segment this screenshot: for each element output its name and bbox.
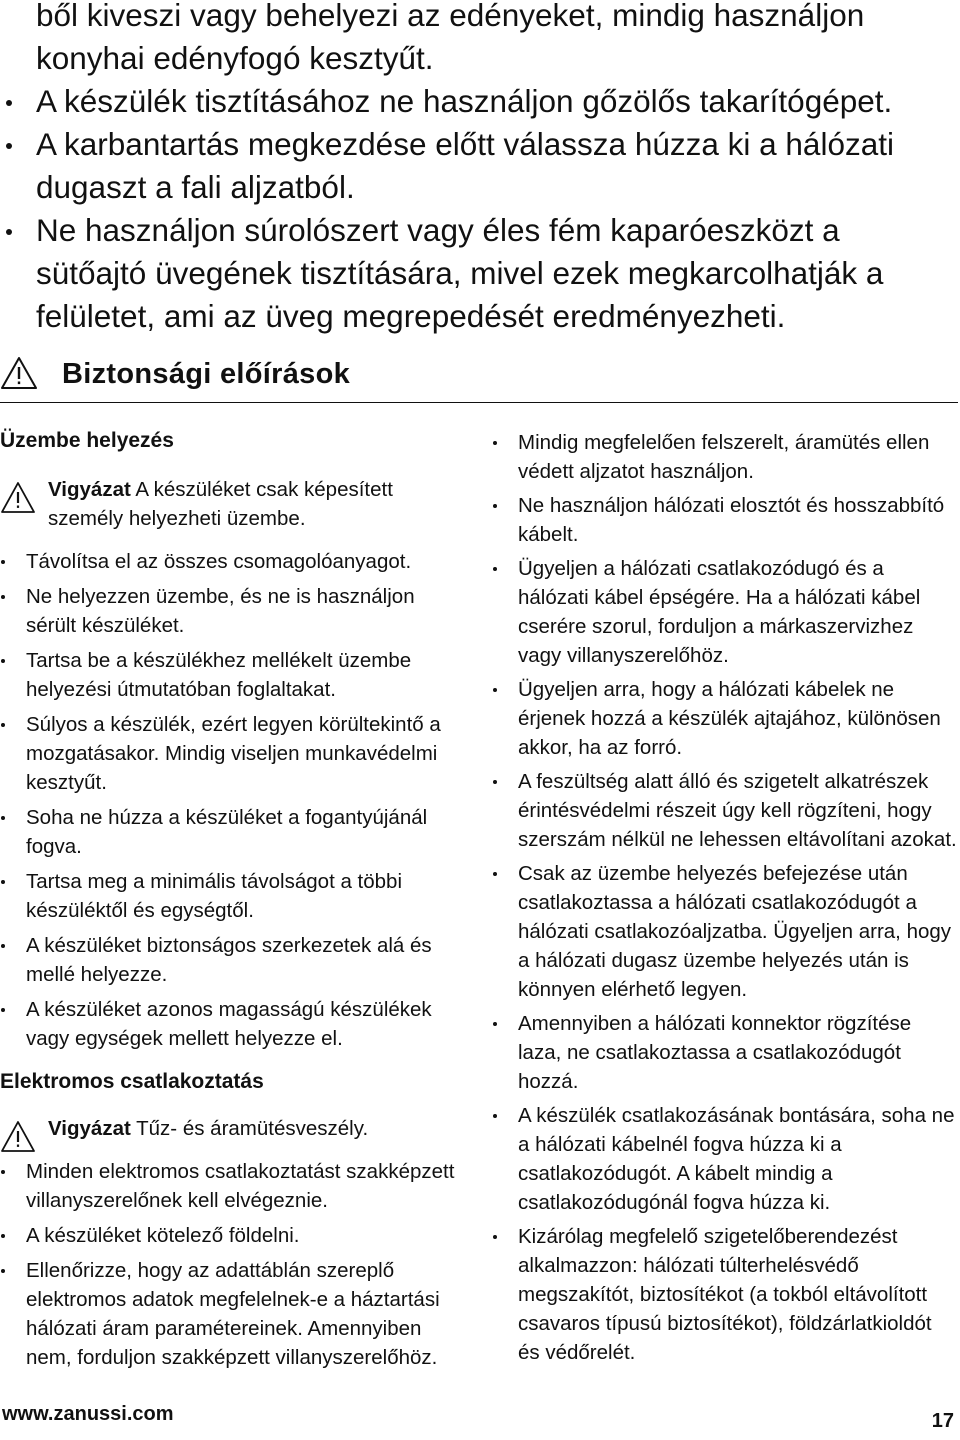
- warning-keyword: Vigyázat: [48, 478, 131, 501]
- list-item: Mindig megfelelően felszerelt, áramütés ellen védett aljzatot használjon.: [492, 428, 958, 486]
- list-item: Ne helyezzen üzembe, és ne is használjon sérült készüléket.: [0, 582, 470, 640]
- top-text-block: [0, 0, 940, 338]
- list-item: A készüléket kötelező földelni.: [0, 1221, 470, 1250]
- list-item: Tartsa be a készülékhez mellékelt üzembe helyezési útmutatóban foglaltakat.: [0, 646, 470, 704]
- list-item: Ellenőrizze, hogy az adattáblán szereplő elektromos adatok megfelelnek-e a háztartási hálózati áram paramétereinek. Amennyiben nem, forduljon szakképzett villanyszerelőhöz.: [0, 1256, 470, 1372]
- warning-keyword: Vigyázat: [48, 1117, 131, 1140]
- page-number: 17: [931, 1410, 954, 1432]
- electrical-list: [0, 1157, 470, 1372]
- list-item: Ne használjon súrolószert vagy éles fém kaparóeszközt a sütőajtó üvegének tisztítására, mivel ezek megkarcolhatják a felületet, ami az üveg megrepedését eredményezheti.: [0, 209, 940, 338]
- list-item: Tartsa meg a minimális távolságot a többi készüléktől és egységtől.: [0, 867, 470, 925]
- list-item: Ne használjon hálózati elosztót és hosszabbító kábelt.: [492, 491, 958, 549]
- continuation-text: ből kiveszi vagy behelyezi az edényeket, mindig használjon konyhai edényfogó kesztyűt.: [36, 0, 865, 76]
- list-item: Soha ne húzza a készüléket a fogantyújánál fogva.: [0, 803, 470, 861]
- warning-electrical: [0, 1114, 470, 1143]
- left-column: [0, 426, 470, 1378]
- installation-list: [0, 547, 470, 1053]
- list-item: Távolítsa el az összes csomagolóanyagot.: [0, 547, 470, 576]
- list-item: A karbantartás megkezdése előtt válassza húzza ki a hálózati dugaszt a fali aljzatból.: [0, 123, 940, 209]
- right-column: [492, 428, 958, 1372]
- list-item: Súlyos a készülék, ezért legyen körültekintő a mozgatásakor. Mindig viseljen munkavédelmi kesztyűt.: [0, 710, 470, 797]
- website-link[interactable]: www.zanussi.com: [2, 1403, 174, 1425]
- list-item: Ügyeljen arra, hogy a hálózati kábelek ne érjenek hozzá a készülék ajtajához, különösen akkor, ha az forró.: [492, 675, 958, 762]
- warning-installation: [0, 475, 470, 533]
- list-item: A készülék csatlakozásának bontására, soha ne a hálózati kábelnél fogva húzza ki a csatlakozódugót. A kábelt mindig a csatlakozódugónál fogva húzza ki.: [492, 1101, 958, 1217]
- list-item: Ügyeljen a hálózati csatlakozódugó és a hálózati kábel épségére. Ha a hálózati kábel cserére szorul, forduljon a márkaszervizhez vagy villanyszerelőhöz.: [492, 554, 958, 670]
- top-list: [0, 80, 940, 338]
- list-item: Kizárólag megfelelő szigetelőberendezést alkalmazzon: hálózati túlterhelésvédő megszakítót, biztosítékot (a tokból eltávolított csavaros típusú biztosítékot), földzárlatkioldót és védőrelét.: [492, 1222, 958, 1367]
- list-item: A készüléket biztonságos szerkezetek alá és mellé helyezze.: [0, 931, 470, 989]
- warning-triangle-icon: [0, 1120, 36, 1153]
- warning-triangle-icon: [0, 356, 38, 390]
- section-header: [0, 352, 958, 403]
- list-item: Amennyiben a hálózati konnektor rögzítése laza, ne csatlakoztassa a csatlakozódugót hozzá.: [492, 1009, 958, 1096]
- list-item: A készüléket azonos magasságú készülékek vagy egységek mellett helyezze el.: [0, 995, 470, 1053]
- heading-electrical: Elektromos csatlakoztatás: [0, 1070, 264, 1093]
- list-item: A készülék tisztításához ne használjon gőzölős takarítógépet.: [0, 80, 940, 123]
- list-item: A feszültség alatt álló és szigetelt alkatrészek érintésvédelmi részeit úgy kell rögzíteni, hogy szerszám nélkül ne lehessen eltávolítani azokat.: [492, 767, 958, 854]
- warning-text: A készüléket csak képesített személy helyezheti üzembe.: [48, 478, 393, 530]
- heading-installation: Üzembe helyezés: [0, 429, 174, 452]
- section-title: Biztonsági előírások: [62, 358, 351, 390]
- list-item: Minden elektromos csatlakoztatást szakképzett villanyszerelőnek kell elvégeznie.: [0, 1157, 470, 1215]
- list-item: Csak az üzembe helyezés befejezése után csatlakoztassa a hálózati csatlakozódugót a hálózati csatlakozóaljzatba. Ügyeljen arra, hogy a hálózati dugasz üzembe helyezés után is könnyen elérhető legyen.: [492, 859, 958, 1004]
- warning-text: Tűz- és áramütésveszély.: [130, 1117, 369, 1140]
- electrical-list-continued: [492, 428, 958, 1367]
- warning-triangle-icon: [0, 481, 36, 514]
